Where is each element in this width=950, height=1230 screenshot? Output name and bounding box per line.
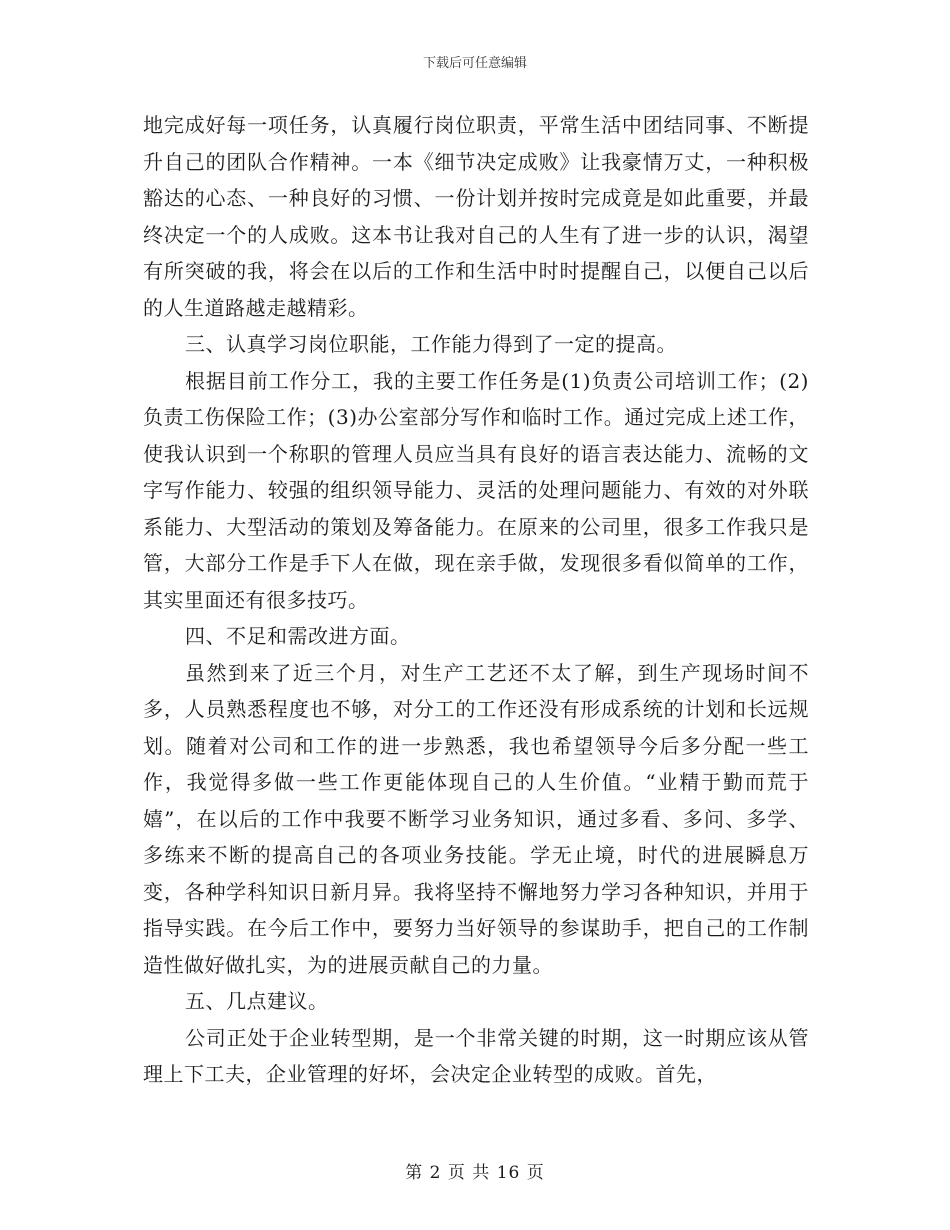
paragraph: 地完成好每一项任务，认真履行岗位职责，平常生活中团结同事、不断提升自己的团队合作精神。一本《细节决定成败》让我豪情万丈，一种积极豁达的心态、一种良好的习惯、一份计划并按时完成竟是如此重要，并最终决定一个的人成败。这本书让我对自己的人生有了进一步的认识，渴望有所突破的我，将会在以后的工作和生活中时时提醒自己，以便自己以后的人生道路越走越精彩。 bbox=[143, 113, 809, 320]
section-heading: 三、认真学习岗位职能，工作能力得到了一定的提高。 bbox=[185, 332, 677, 356]
paragraph: 公司正处于企业转型期，是一个非常关键的时期，这一时期应该从管理上下工夫，企业管理的好坏，会决定企业转型的成败。首先， bbox=[143, 1025, 809, 1086]
paragraph: 根据目前工作分工，我的主要工作任务是(1)负责公司培训工作；(2)负责工伤保险工作；(3)办公室部分写作和临时工作。通过完成上述工作，使我认识到一个称职的管理人员应当具有良好的语言表达能力、流畅的文字写作能力、较强的组织领导能力、灵活的处理问题能力、有效的对外联系能力、大型活动的策划及筹备能力。在原来的公司里，很多工作我只是管，大部分工作是手下人在做，现在亲手做，发现很多看似简单的工作，其实里面还有很多技巧。 bbox=[143, 368, 809, 612]
page-footer: 第 2 页 共 16 页 bbox=[405, 1163, 545, 1183]
section-heading: 五、几点建议。 bbox=[185, 989, 329, 1013]
body-text bbox=[143, 107, 809, 1093]
paragraph: 虽然到来了近三个月，对生产工艺还不太了解，到生产现场时间不多，人员熟悉程度也不够，对分工的工作还没有形成系统的计划和长远规划。随着对公司和工作的进一步熟悉，我也希望领导今后多分配一些工作，我觉得多做一些工作更能体现自己的人生价值。“业精于勤而荒于嬉”，在以后的工作中我要不断学习业务知识，通过多看、多问、多学、多练来不断的提高自己的各项业务技能。学无止境，时代的进展瞬息万变，各种学科知识日新月异。我将坚持不懈地努力学习各种知识，并用于指导实践。在今后工作中，要努力当好领导的参谋助手，把自己的工作制造性做好做扎实，为的进展贡献自己的力量。 bbox=[143, 660, 809, 977]
section-heading: 四、不足和需改进方面。 bbox=[185, 624, 411, 648]
page-header: 下载后可任意编辑 bbox=[422, 56, 527, 71]
